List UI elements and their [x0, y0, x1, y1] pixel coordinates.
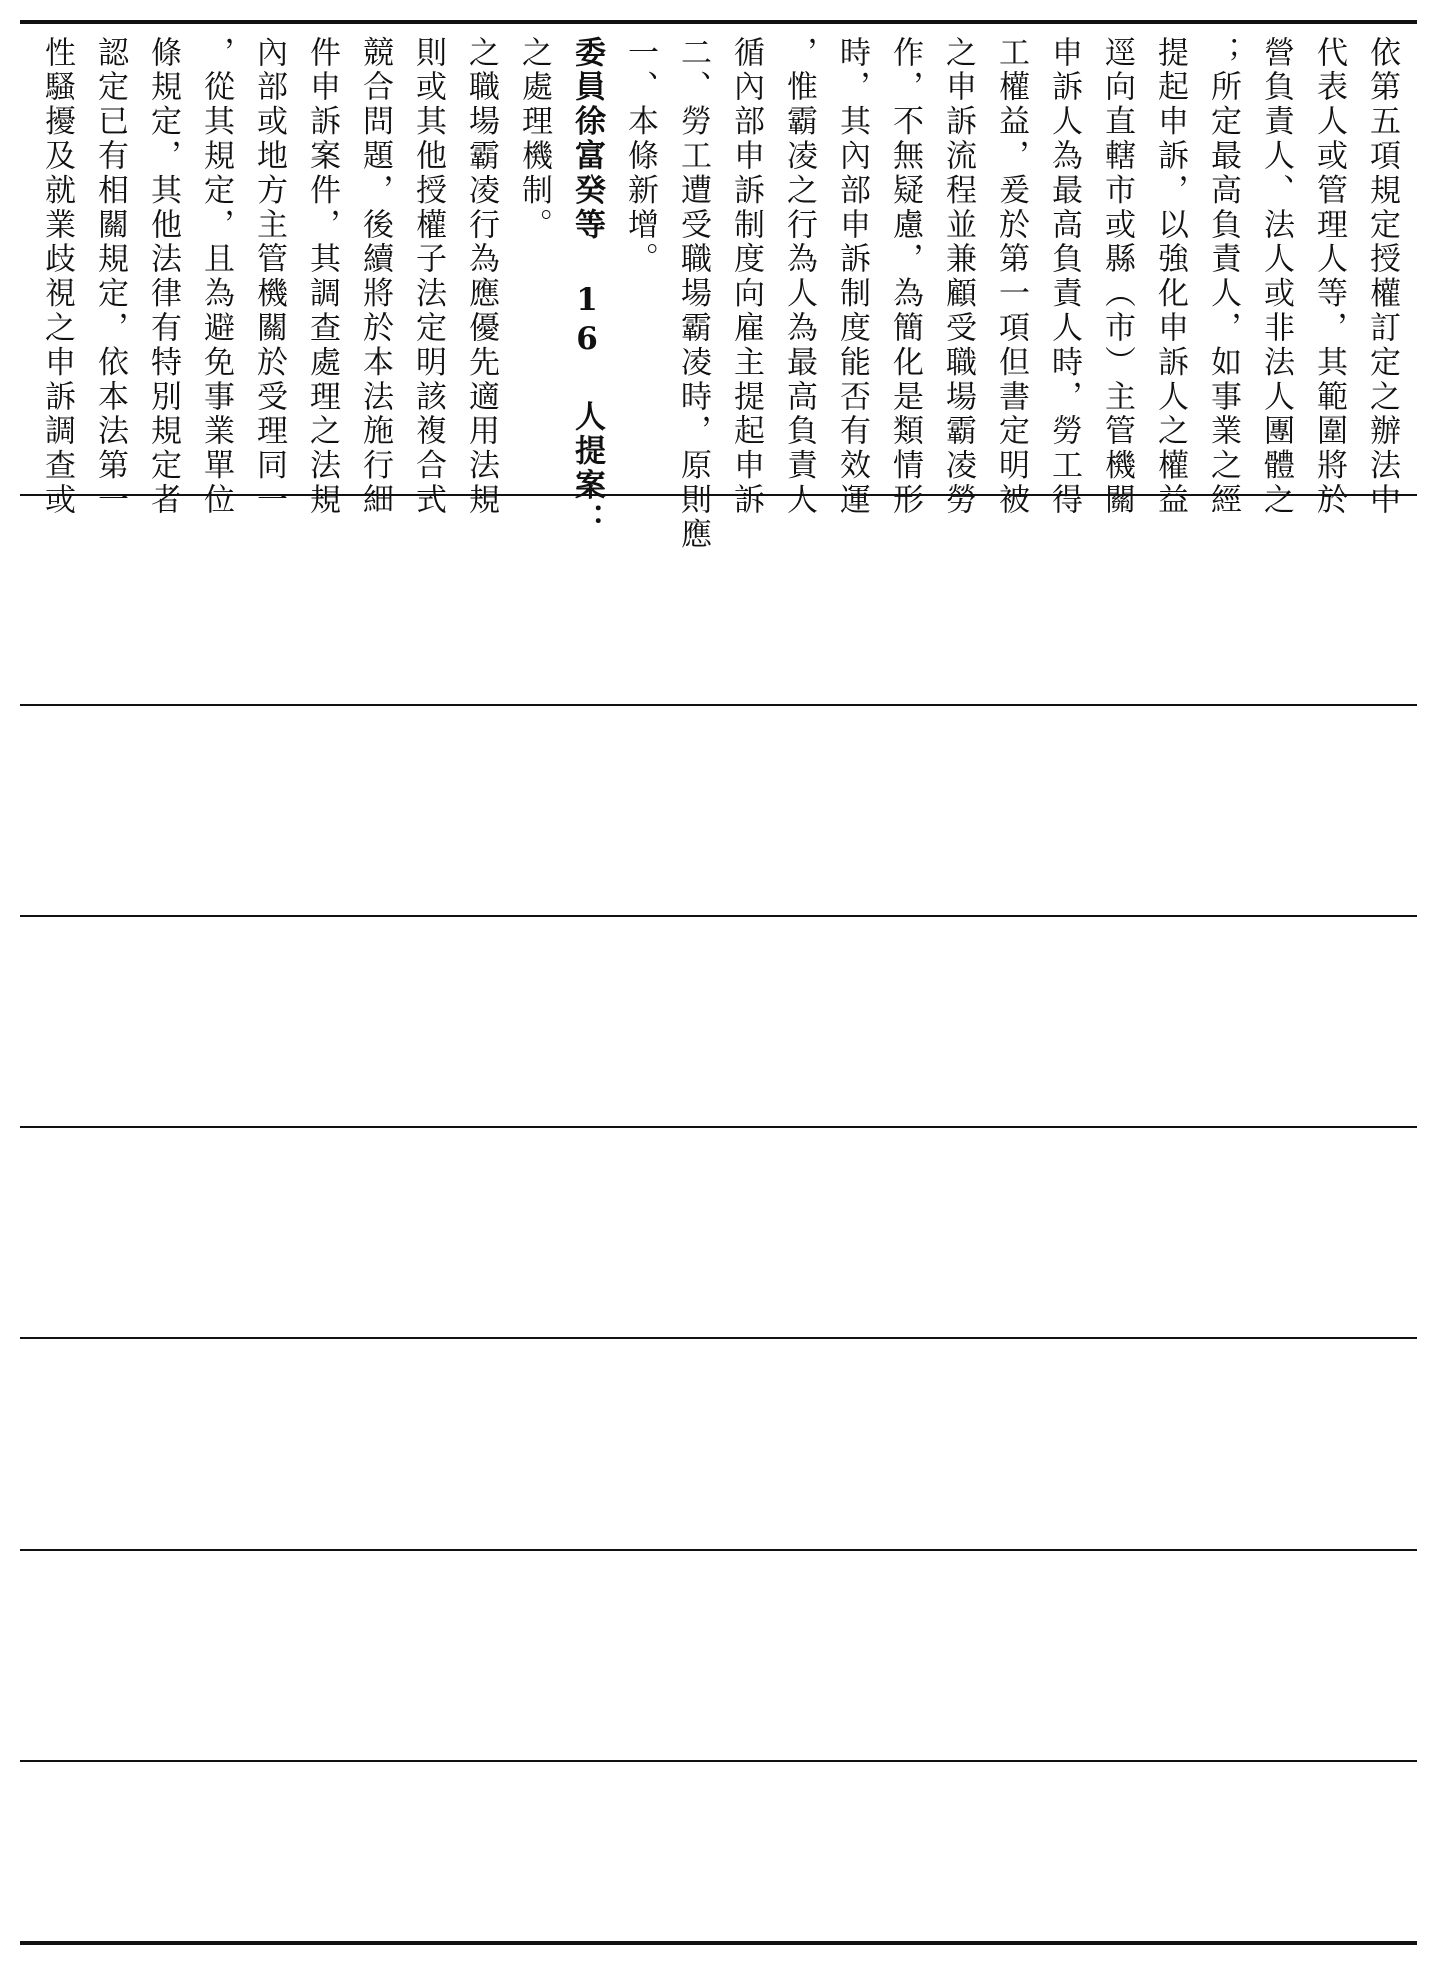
text-column: 申訴人為最高負責人時，勞工得: [1046, 36, 1082, 518]
text-column: 之職場霸凌行為應優先適用法規: [463, 36, 499, 518]
row-divider: [20, 1760, 1417, 1762]
text-column: 依第五項規定授權訂定之辦法中: [1364, 36, 1400, 518]
text-column: 之申訴流程並兼顧受職場霸凌勞: [940, 36, 976, 518]
text-column: 二、勞工遭受職場霸凌時，原則應: [675, 36, 711, 552]
text-column: 則或其他授權子法定明該複合式: [410, 36, 446, 518]
text-column: 循內部申訴制度向雇主提起申訴: [728, 36, 764, 518]
text-column: 工權益，爰於第一項但書定明被: [993, 36, 1029, 518]
text-column: 競合問題，後續將於本法施行細: [357, 36, 393, 518]
proposal-heading: 委員徐富癸等 16 人提案：: [569, 36, 605, 538]
text-column: 件申訴案件，其調查處理之法規: [304, 36, 340, 518]
text-column: 營負責人、法人或非法人團體之: [1258, 36, 1294, 518]
text-column: ，從其規定，且為避免事業單位: [198, 36, 234, 518]
row-divider: [20, 1549, 1417, 1551]
text-column: 之處理機制。: [516, 36, 552, 243]
row-divider: [20, 915, 1417, 917]
row-divider: [20, 704, 1417, 706]
bottom-border: [20, 1941, 1417, 1945]
text-column: 代表人或管理人等，其範圍將於: [1311, 36, 1347, 518]
text-column: 一、本條新增。: [622, 36, 658, 277]
text-column: 時，其內部申訴制度能否有效運: [834, 36, 870, 518]
explanation-text-block: [20, 22, 1417, 552]
text-column: 作，不無疑慮，為簡化是類情形: [887, 36, 923, 518]
text-column: 提起申訴，以強化申訴人之權益: [1152, 36, 1188, 518]
text-column: 逕向直轄市或縣（市）主管機關: [1099, 36, 1135, 518]
text-column: ，惟霸凌之行為人為最高負責人: [781, 36, 817, 518]
text-column: ；所定最高負責人，如事業之經: [1205, 36, 1241, 518]
text-column: 性騷擾及就業歧視之申訴調查或: [39, 36, 75, 518]
row-divider: [20, 1126, 1417, 1128]
text-column: 內部或地方主管機關於受理同一: [251, 36, 287, 518]
row-divider: [20, 1337, 1417, 1339]
text-column: 認定已有相關規定，依本法第一: [92, 36, 128, 518]
text-column: 條規定，其他法律有特別規定者: [145, 36, 181, 518]
